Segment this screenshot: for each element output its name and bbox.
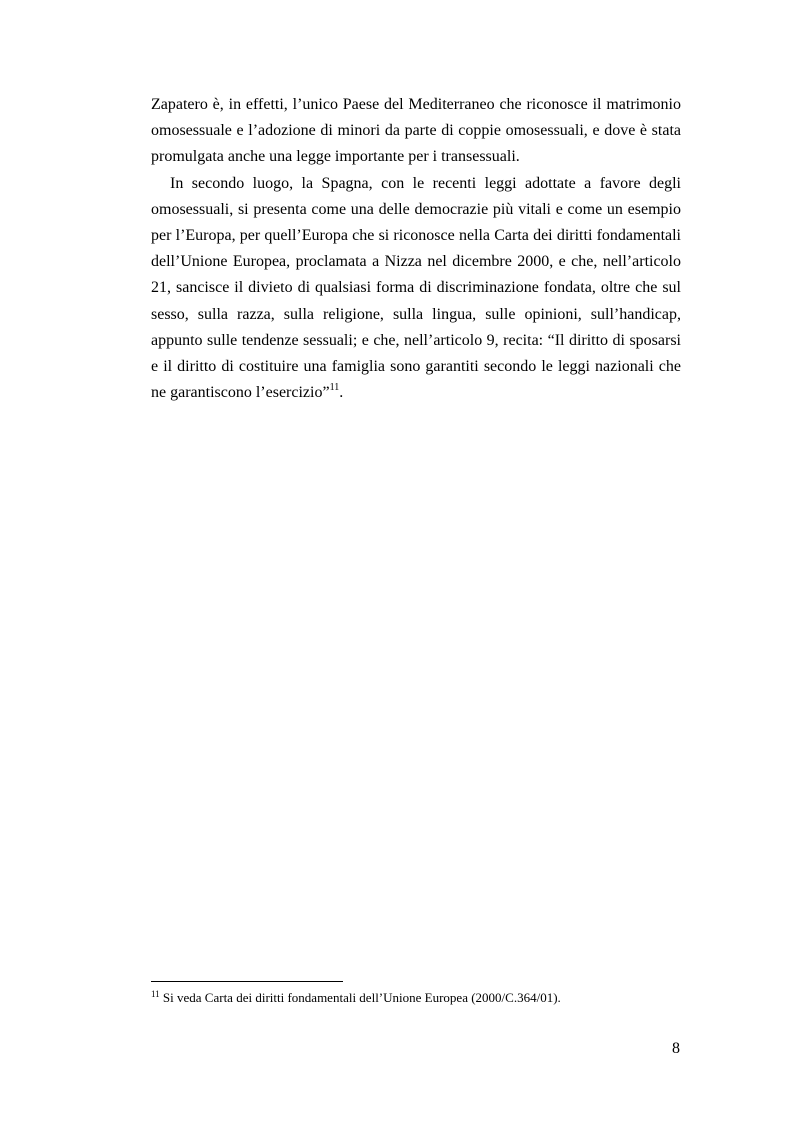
body-text (151, 92, 681, 406)
paragraph-1 (151, 92, 681, 171)
footnote-reference: 11 (329, 382, 340, 394)
page-number: 8 (672, 1040, 680, 1057)
footnote-number: 11 (151, 989, 160, 999)
footnote-text: Si veda Carta dei diritti fondamentali dell’Unione Europea (2000/C.364/01). (159, 990, 561, 1005)
paragraph-1-text: Zapatero è, in effetti, l’unico Paese del Mediterraneo che riconosce il matrimonio omosessuale e l’adozione di minori da parte di coppie omosessuali, e dove è stata promulgata anche una legge importante per i transessuali. (151, 96, 681, 166)
paragraph-2 (151, 171, 681, 407)
footnote (151, 990, 681, 1006)
paragraph-2-trailing: . (339, 384, 344, 402)
footnote-separator (151, 981, 343, 982)
paragraph-2-text: In secondo luogo, la Spagna, con le recenti leggi adottate a favore degli omosessuali, si presenta come una delle democrazie più vitali e come un esempio per l’Europa, per quell’Europa che si riconosce nella Carta dei diritti fondamentali dell’Unione Europea, proclamata a Nizza nel dicembre 2000, e che, nell’articolo 21, sancisce il divieto di qualsiasi forma di discriminazione fondata, oltre che sul sesso, sulla razza, sulla religione, sulla lingua, sulle opinioni, sull’handicap, appunto sulle tendenze sessuali; e che, nell’articolo 9, recita: “Il diritto di sposarsi e il diritto di costituire una famiglia sono garantiti secondo le leggi nazionali che ne garantiscono l’esercizio” (151, 174, 681, 402)
